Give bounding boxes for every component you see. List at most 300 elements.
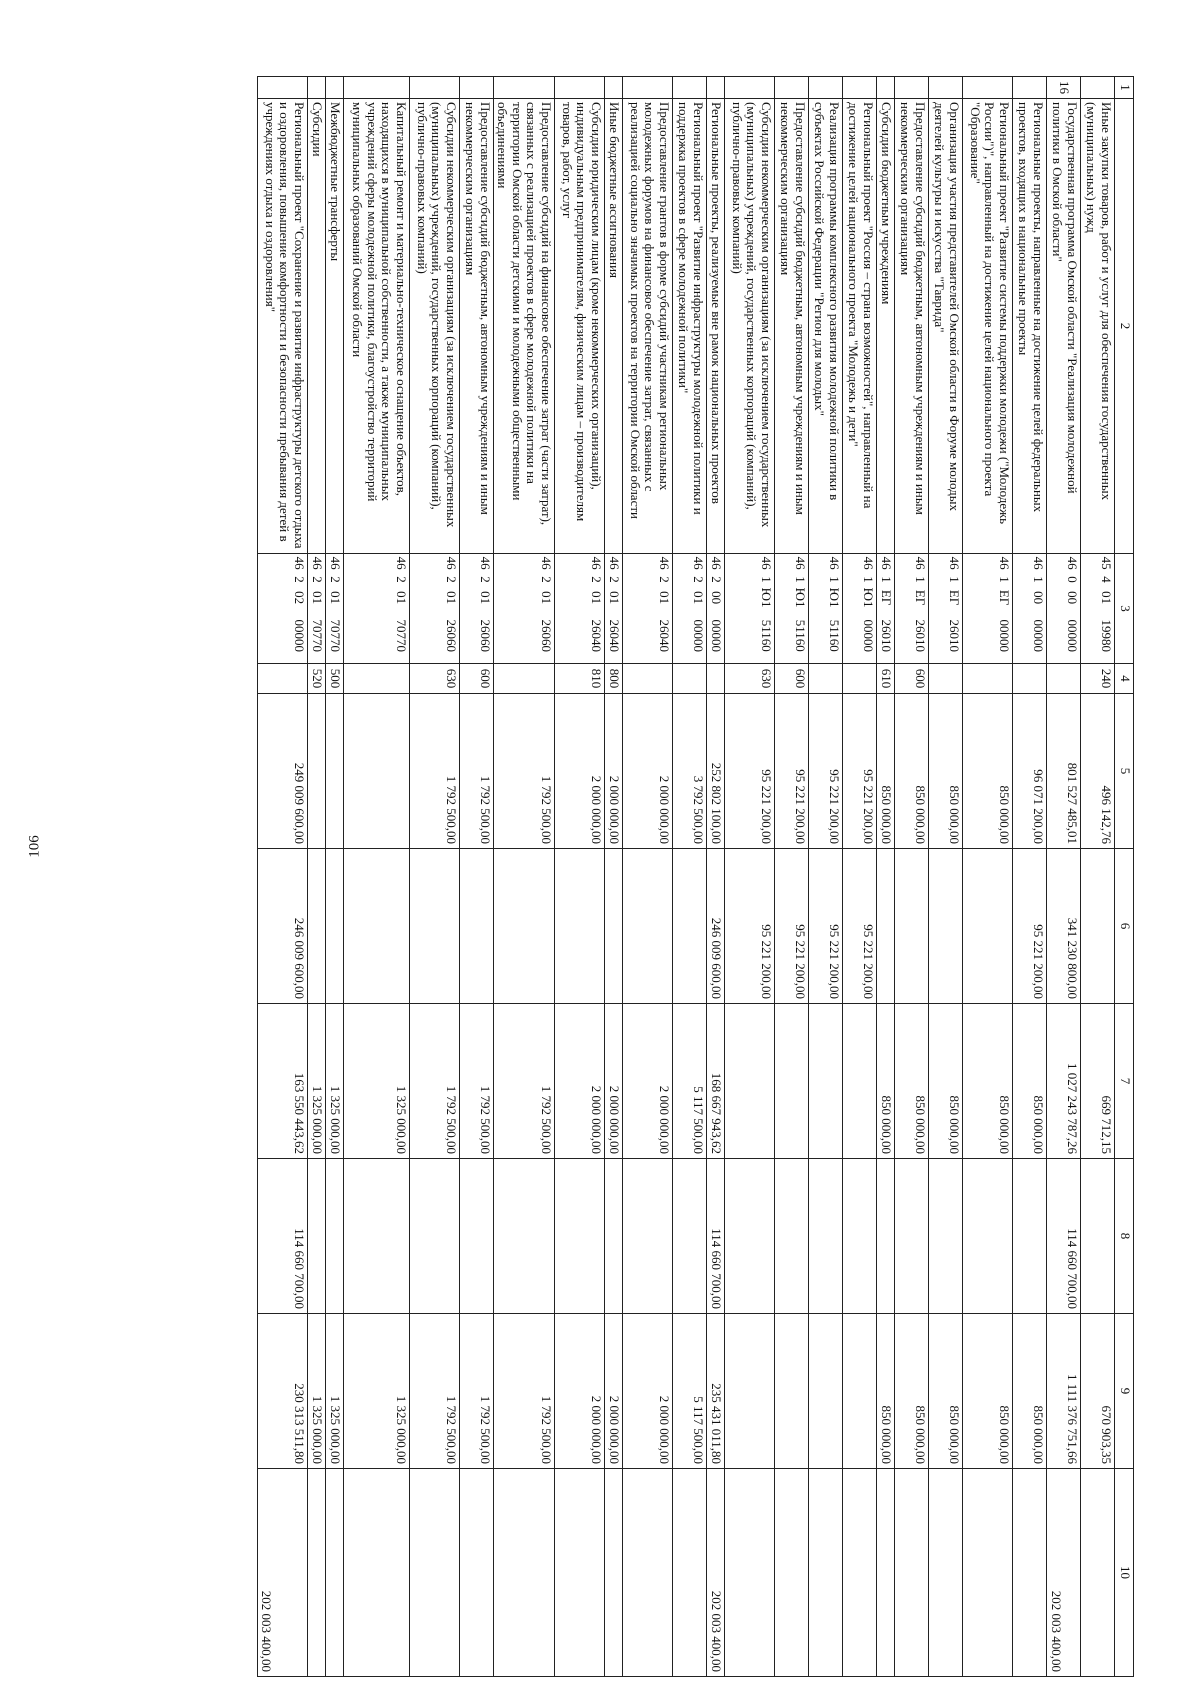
- amount-col-9: 850 000,00: [963, 1314, 1013, 1469]
- code-part: 2: [691, 576, 706, 583]
- table-row: [707, 77, 725, 1677]
- amount-col-10: [843, 1469, 877, 1677]
- code-part: 00000: [997, 619, 1012, 652]
- row-index: [555, 77, 605, 99]
- expense-type-code: [1013, 664, 1047, 694]
- table-row: [1013, 77, 1047, 1677]
- column-header: 6: [1115, 849, 1134, 1004]
- table-row: [775, 77, 809, 1677]
- table-row: [325, 77, 343, 1677]
- amount-col-7: 2 000 000,00: [555, 1004, 605, 1159]
- classification-code: [623, 554, 673, 664]
- amount-col-9: 1 792 500,00: [459, 1314, 493, 1469]
- column-header: 4: [1115, 664, 1134, 694]
- amount-col-8: [877, 1159, 895, 1314]
- code-part: 45: [1099, 556, 1114, 570]
- code-part: Ю1: [793, 587, 808, 608]
- amount-col-7: 1 792 500,00: [493, 1004, 554, 1159]
- classification-code: [809, 554, 843, 664]
- code-part: 46: [477, 556, 493, 570]
- amount-col-9: 850 000,00: [877, 1314, 895, 1469]
- table-row: [409, 77, 459, 1677]
- amount-col-8: [963, 1159, 1013, 1314]
- row-name: Предоставление субсидий бюджетным, автономным учреждениям и иным некоммерческим организациям: [895, 99, 929, 554]
- code-part: 2: [539, 576, 554, 583]
- row-name: Субсидии юридическим лицам (кроме некоммерческих организаций), индивидуальным предпринимателям, физическим лицам – производителям товаров, работ, услуг: [555, 99, 605, 554]
- table-row: [963, 77, 1013, 1677]
- expense-type-code: 630: [725, 664, 775, 694]
- code-part: 46: [589, 556, 604, 570]
- code-part: 46: [691, 556, 706, 570]
- row-name: Иные закупки товаров, работ и услуг для обеспечения государственных (муниципальных) нужд: [1081, 99, 1115, 554]
- amount-col-8: 114 660 700,00: [707, 1159, 725, 1314]
- code-part: 26060: [539, 619, 554, 652]
- amount-col-9: [843, 1314, 877, 1469]
- amount-col-8: [605, 1159, 623, 1314]
- classification-code: [963, 554, 1013, 664]
- row-name: Региональный проект "Развитие инфраструктуры молодежной политики и поддержка проектов в сфере молодежной политики": [673, 99, 707, 554]
- amount-col-5: 95 221 200,00: [809, 694, 843, 849]
- classification-code: [343, 554, 409, 664]
- amount-col-8: [843, 1159, 877, 1314]
- amount-col-10: [459, 1469, 493, 1677]
- row-name: Субсидии некоммерческим организациям (за исключением государственных (муниципальных) учреждений, государственных корпораций (компаний), публично-правовых компаний): [409, 99, 459, 554]
- amount-col-8: [1013, 1159, 1047, 1314]
- amount-col-7: [809, 1004, 843, 1159]
- code-part: 26060: [443, 619, 459, 652]
- row-index: [325, 77, 343, 99]
- amount-col-10: 202 003 400,00: [1047, 1469, 1081, 1677]
- expense-type-code: [257, 664, 307, 694]
- code-part: 26040: [607, 619, 622, 652]
- amount-col-10: [555, 1469, 605, 1677]
- code-part: 70770: [309, 619, 325, 652]
- code-part: 02: [291, 591, 307, 605]
- table-row: [725, 77, 775, 1677]
- classification-code: [673, 554, 707, 664]
- amount-col-5: 850 000,00: [929, 694, 963, 849]
- amount-col-6: 95 221 200,00: [809, 849, 843, 1004]
- amount-col-8: [1081, 1159, 1115, 1314]
- code-part: 0: [1065, 576, 1080, 583]
- classification-code: [555, 554, 605, 664]
- classification-code: [895, 554, 929, 664]
- amount-col-9: [809, 1314, 843, 1469]
- table-row: [257, 77, 307, 1677]
- amount-col-7: 168 667 943,62: [707, 1004, 725, 1159]
- amount-col-6: [555, 849, 605, 1004]
- classification-code: [307, 554, 325, 664]
- column-header: 7: [1115, 1004, 1134, 1159]
- row-name: Межбюджетные трансферты: [325, 99, 343, 554]
- row-name: Предоставление субсидий на финансовое обеспечение затрат (части затрат), связанных с реализацией проектов в сфере молодежной политики на территории Омской области детскими и молодежными общественными объединениями: [493, 99, 554, 554]
- amount-col-9: 850 000,00: [929, 1314, 963, 1469]
- classification-code: [707, 554, 725, 664]
- amount-col-9: 1 111 376 751,66: [1047, 1314, 1081, 1469]
- code-part: 26010: [947, 619, 962, 652]
- code-part: 46: [997, 556, 1012, 570]
- amount-col-6: [929, 849, 963, 1004]
- code-part: 01: [539, 591, 554, 605]
- code-part: 1: [947, 576, 962, 583]
- table-row: [929, 77, 963, 1677]
- amount-col-7: 1 325 000,00: [307, 1004, 325, 1159]
- classification-code: [605, 554, 623, 664]
- code-part: 1: [827, 576, 842, 583]
- amount-col-6: 95 221 200,00: [1013, 849, 1047, 1004]
- code-part: 2: [309, 576, 325, 583]
- row-name: Региональные проекты, направленные на достижение целей федеральных проектов, входящих в национальные проекты: [1013, 99, 1047, 554]
- classification-code: [725, 554, 775, 664]
- amount-col-5: 95 221 200,00: [725, 694, 775, 849]
- code-part: 01: [393, 591, 409, 605]
- amount-col-5: [325, 694, 343, 849]
- amount-col-6: [963, 849, 1013, 1004]
- table-body: [257, 77, 1114, 1677]
- amount-col-7: [843, 1004, 877, 1159]
- amount-col-8: [725, 1159, 775, 1314]
- code-part: 46: [947, 556, 962, 570]
- table-row: [895, 77, 929, 1677]
- code-part: 00000: [691, 619, 706, 652]
- amount-col-9: 1 325 000,00: [325, 1314, 343, 1469]
- code-part: 46: [291, 556, 307, 570]
- amount-col-7: 2 000 000,00: [623, 1004, 673, 1159]
- code-part: 26040: [589, 619, 604, 652]
- amount-col-10: [307, 1469, 325, 1677]
- amount-col-9: 2 000 000,00: [605, 1314, 623, 1469]
- table-row: [493, 77, 554, 1677]
- amount-col-8: [673, 1159, 707, 1314]
- amount-col-7: 5 117 500,00: [673, 1004, 707, 1159]
- amount-col-10: [409, 1469, 459, 1677]
- amount-col-8: [493, 1159, 554, 1314]
- amount-col-7: 850 000,00: [895, 1004, 929, 1159]
- table-row: [673, 77, 707, 1677]
- amount-col-5: 850 000,00: [877, 694, 895, 849]
- amount-col-7: 163 550 443,62: [257, 1004, 307, 1159]
- amount-col-9: 850 000,00: [895, 1314, 929, 1469]
- code-part: 2: [327, 576, 343, 583]
- amount-col-9: 850 000,00: [1013, 1314, 1047, 1469]
- classification-code: [1047, 554, 1081, 664]
- amount-col-6: [623, 849, 673, 1004]
- code-part: 26010: [913, 619, 928, 652]
- amount-col-8: [325, 1159, 343, 1314]
- code-part: 2: [657, 576, 672, 583]
- column-header: 10: [1115, 1469, 1134, 1677]
- row-index: [459, 77, 493, 99]
- amount-col-6: [1081, 849, 1115, 1004]
- classification-code: [775, 554, 809, 664]
- row-index: [1013, 77, 1047, 99]
- code-part: 51160: [827, 619, 842, 652]
- amount-col-7: 669 712,15: [1081, 1004, 1115, 1159]
- code-part: 26010: [879, 619, 894, 652]
- row-index: [843, 77, 877, 99]
- code-part: 19980: [1099, 619, 1114, 652]
- row-index: [707, 77, 725, 99]
- amount-col-5: 96 071 200,00: [1013, 694, 1047, 849]
- classification-code: [257, 554, 307, 664]
- amount-col-9: 2 000 000,00: [623, 1314, 673, 1469]
- code-part: 51160: [793, 619, 808, 652]
- code-part: 70770: [393, 619, 409, 652]
- expense-type-code: 630: [409, 664, 459, 694]
- row-name: Организация участия представителей Омской области в Форуме молодых деятелей культуры и искусства "Таврида": [929, 99, 963, 554]
- code-part: 2: [709, 576, 724, 583]
- amount-col-7: [775, 1004, 809, 1159]
- amount-col-9: [775, 1314, 809, 1469]
- amount-col-7: [725, 1004, 775, 1159]
- row-index: [895, 77, 929, 99]
- expense-type-code: [623, 664, 673, 694]
- code-part: 01: [309, 591, 325, 605]
- amount-col-10: [605, 1469, 623, 1677]
- code-part: 26040: [657, 619, 672, 652]
- code-part: 46: [539, 556, 554, 570]
- amount-col-6: 246 009 600,00: [707, 849, 725, 1004]
- amount-col-8: [459, 1159, 493, 1314]
- amount-col-10: [493, 1469, 554, 1677]
- amount-col-10: [325, 1469, 343, 1677]
- code-part: 1: [1031, 576, 1046, 583]
- amount-col-8: [555, 1159, 605, 1314]
- expense-type-code: [929, 664, 963, 694]
- code-part: 46: [309, 556, 325, 570]
- expense-type-code: 600: [775, 664, 809, 694]
- code-part: 01: [607, 591, 622, 605]
- row-name: Государственная программа Омской области "Реализация молодежной политики в Омской области": [1047, 99, 1081, 554]
- classification-code: [929, 554, 963, 664]
- classification-code: [1081, 554, 1115, 664]
- amount-col-10: [1081, 1469, 1115, 1677]
- expense-type-code: [493, 664, 554, 694]
- amount-col-10: [623, 1469, 673, 1677]
- expense-type-code: [707, 664, 725, 694]
- code-part: ЕГ: [879, 589, 894, 606]
- code-part: 46: [913, 556, 928, 570]
- table-row: [1081, 77, 1115, 1677]
- code-part: 46: [709, 556, 724, 570]
- column-header: 1: [1115, 77, 1134, 99]
- row-index: [493, 77, 554, 99]
- code-part: 00000: [1065, 619, 1080, 652]
- amount-col-10: [343, 1469, 409, 1677]
- expense-type-code: 520: [307, 664, 325, 694]
- expense-type-code: [1047, 664, 1081, 694]
- amount-col-5: 252 802 100,00: [707, 694, 725, 849]
- amount-col-6: [877, 849, 895, 1004]
- code-part: 2: [393, 576, 409, 583]
- amount-col-10: [963, 1469, 1013, 1677]
- amount-col-10: 202 003 400,00: [257, 1469, 307, 1677]
- expense-type-code: 500: [325, 664, 343, 694]
- amount-col-5: [343, 694, 409, 849]
- row-index: [257, 77, 307, 99]
- row-name: Субсидии некоммерческим организациям (за исключением государственных (муниципальных) учреждений, государственных корпораций (компаний), публично-правовых компаний): [725, 99, 775, 554]
- classification-code: [1013, 554, 1047, 664]
- row-index: [725, 77, 775, 99]
- table-row: [605, 77, 623, 1677]
- table-row: [555, 77, 605, 1677]
- amount-col-7: 850 000,00: [929, 1004, 963, 1159]
- expense-type-code: [809, 664, 843, 694]
- amount-col-5: 801 527 485,01: [1047, 694, 1081, 849]
- amount-col-9: 1 792 500,00: [493, 1314, 554, 1469]
- code-part: 2: [291, 576, 307, 583]
- amount-col-6: [409, 849, 459, 1004]
- expense-type-code: 600: [459, 664, 493, 694]
- amount-col-5: 496 142,76: [1081, 694, 1115, 849]
- amount-col-9: 5 117 500,00: [673, 1314, 707, 1469]
- amount-col-9: 2 000 000,00: [555, 1314, 605, 1469]
- amount-col-8: [343, 1159, 409, 1314]
- column-header: 3: [1115, 554, 1134, 664]
- amount-col-8: [929, 1159, 963, 1314]
- table-row: [307, 77, 325, 1677]
- row-name: Предоставление субсидий бюджетным, автономным учреждениям и иным некоммерческим организациям: [775, 99, 809, 554]
- code-part: 00000: [709, 619, 724, 652]
- table-row: [623, 77, 673, 1677]
- amount-col-10: [929, 1469, 963, 1677]
- amount-col-5: [307, 694, 325, 849]
- column-header: 5: [1115, 694, 1134, 849]
- budget-table-frame: [84, 76, 1134, 1676]
- amount-col-6: 95 221 200,00: [843, 849, 877, 1004]
- row-name: Капитальный ремонт и материально-техническое оснащение объектов, находящихся в муниципальной собственности, а также муниципальных учреждений сферы молодежной политики, благоустройство территорий муниципальных образований Омской области: [343, 99, 409, 554]
- code-part: 2: [589, 576, 604, 583]
- expense-type-code: 810: [555, 664, 605, 694]
- row-name: Предоставление грантов в форме субсидий участникам региональных молодежных форумов на финансовое обеспечение затрат, связанных с реализацией социально значимых проектов на территории Омской области: [623, 99, 673, 554]
- code-part: 2: [443, 576, 459, 583]
- code-part: 46: [327, 556, 343, 570]
- amount-col-8: [809, 1159, 843, 1314]
- code-part: 01: [327, 591, 343, 605]
- amount-col-6: [493, 849, 554, 1004]
- amount-col-10: 202 003 400,00: [707, 1469, 725, 1677]
- classification-code: [843, 554, 877, 664]
- expense-type-code: [963, 664, 1013, 694]
- row-index: [929, 77, 963, 99]
- row-name: Реализация программы комплексного развития молодежной политики в субъектах Российской Федерации "Регион для молодых": [809, 99, 843, 554]
- header-row: [1115, 77, 1134, 1677]
- code-part: 01: [691, 591, 706, 605]
- row-name: Региональный проект "Сохранение и развитие инфраструктуры детского отдыха и оздоровления, повышение комфортности и безопасности пребывания детей в учреждениях отдыха и оздоровления": [257, 99, 307, 554]
- code-part: 00000: [291, 619, 307, 652]
- table-row: [343, 77, 409, 1677]
- code-part: 46: [393, 556, 409, 570]
- code-part: Ю1: [759, 587, 774, 608]
- code-part: 46: [607, 556, 622, 570]
- code-part: 00000: [861, 619, 876, 652]
- amount-col-7: 850 000,00: [1013, 1004, 1047, 1159]
- amount-col-8: [623, 1159, 673, 1314]
- amount-col-9: 1 792 500,00: [409, 1314, 459, 1469]
- row-index: [605, 77, 623, 99]
- classification-code: [459, 554, 493, 664]
- classification-code: [325, 554, 343, 664]
- amount-col-10: [877, 1469, 895, 1677]
- amount-col-5: 3 792 500,00: [673, 694, 707, 849]
- table-row: [459, 77, 493, 1677]
- amount-col-10: [725, 1469, 775, 1677]
- code-part: 00: [709, 591, 724, 605]
- code-part: 01: [443, 591, 459, 605]
- code-part: 1: [997, 576, 1012, 583]
- code-part: ЕГ: [947, 589, 962, 606]
- expense-type-code: 610: [877, 664, 895, 694]
- amount-col-6: 341 230 800,00: [1047, 849, 1081, 1004]
- expense-type-code: 600: [895, 664, 929, 694]
- code-part: 51160: [759, 619, 774, 652]
- code-part: 1: [861, 576, 876, 583]
- code-part: ЕГ: [913, 589, 928, 606]
- amount-col-7: 1 027 243 787,26: [1047, 1004, 1081, 1159]
- amount-col-10: [1013, 1469, 1047, 1677]
- expense-type-code: [843, 664, 877, 694]
- amount-col-7: 2 000 000,00: [605, 1004, 623, 1159]
- code-part: 46: [793, 556, 808, 570]
- row-name: Субсидии бюджетным учреждениям: [877, 99, 895, 554]
- row-index: 16: [1047, 77, 1081, 99]
- code-part: 46: [657, 556, 672, 570]
- row-index: [809, 77, 843, 99]
- table-row: [1047, 77, 1081, 1677]
- code-part: 00: [1031, 591, 1046, 605]
- row-index: [409, 77, 459, 99]
- code-part: 46: [1031, 556, 1046, 570]
- amount-col-6: [307, 849, 325, 1004]
- column-header: 2: [1115, 99, 1134, 554]
- amount-col-8: [409, 1159, 459, 1314]
- table-row: [809, 77, 843, 1677]
- code-part: 01: [657, 591, 672, 605]
- amount-col-7: 1 792 500,00: [409, 1004, 459, 1159]
- expense-type-code: [343, 664, 409, 694]
- row-index: [963, 77, 1013, 99]
- amount-col-6: [895, 849, 929, 1004]
- code-part: 70770: [327, 619, 343, 652]
- code-part: 1: [913, 576, 928, 583]
- amount-col-6: 95 221 200,00: [775, 849, 809, 1004]
- code-part: 46: [879, 556, 894, 570]
- amount-col-5: 249 009 600,00: [257, 694, 307, 849]
- amount-col-7: 850 000,00: [877, 1004, 895, 1159]
- code-part: 4: [1099, 576, 1114, 583]
- row-index: [877, 77, 895, 99]
- amount-col-5: 1 792 500,00: [493, 694, 554, 849]
- amount-col-5: 2 000 000,00: [555, 694, 605, 849]
- code-part: 00000: [1031, 619, 1046, 652]
- amount-col-10: [895, 1469, 929, 1677]
- code-part: 2: [477, 576, 493, 583]
- code-part: 1: [759, 576, 774, 583]
- budget-table: [257, 76, 1134, 1677]
- amount-col-9: [725, 1314, 775, 1469]
- amount-col-8: 114 660 700,00: [257, 1159, 307, 1314]
- amount-col-8: [775, 1159, 809, 1314]
- row-name: Региональные проекты, реализуемые вне рамок национальных проектов: [707, 99, 725, 554]
- code-part: 46: [861, 556, 876, 570]
- code-part: 01: [477, 591, 493, 605]
- amount-col-6: [325, 849, 343, 1004]
- row-index: [673, 77, 707, 99]
- expense-type-code: [673, 664, 707, 694]
- amount-col-5: 850 000,00: [895, 694, 929, 849]
- amount-col-5: 95 221 200,00: [775, 694, 809, 849]
- code-part: 46: [827, 556, 842, 570]
